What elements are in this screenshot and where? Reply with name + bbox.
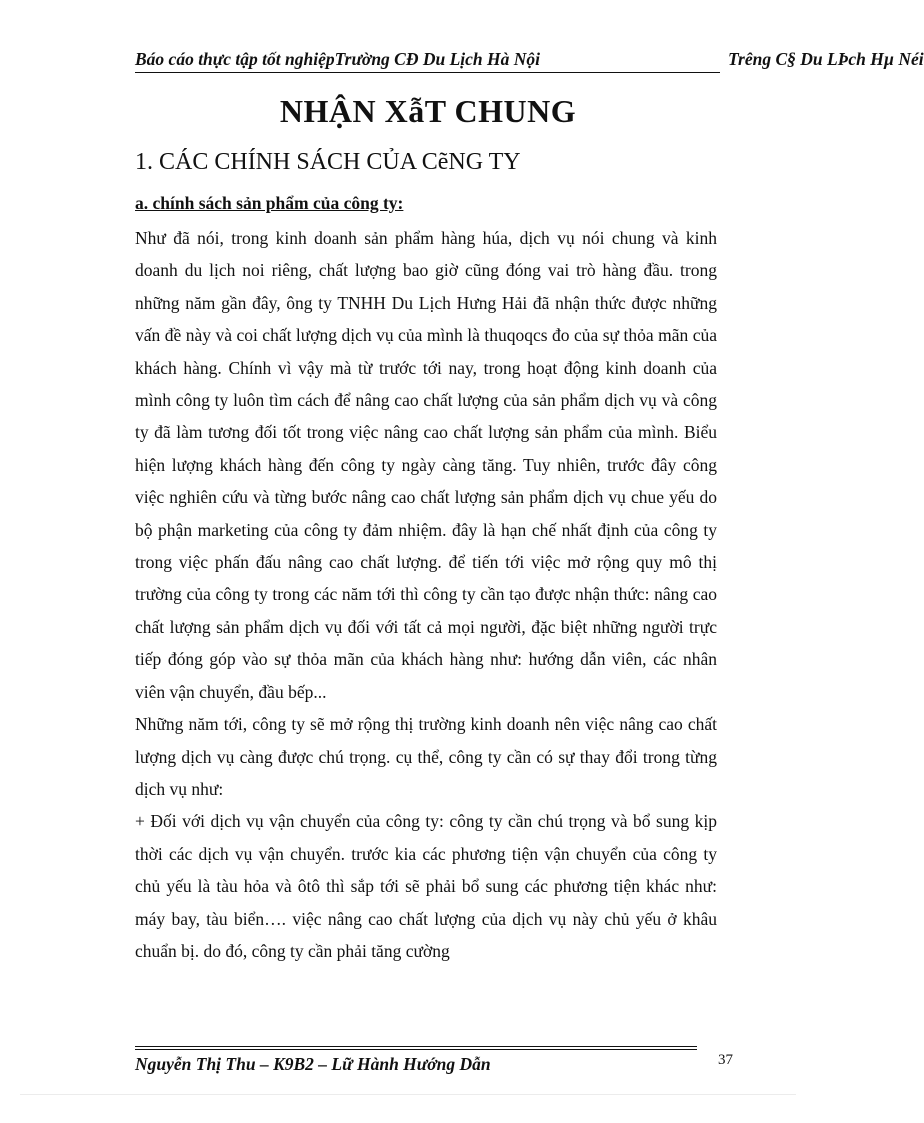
- body-text: [135, 222, 717, 967]
- paragraph: Những năm tới, công ty sẽ mở rộng thị trường kinh doanh nên việc nâng cao chất lượng dịch vụ càng được chú trọng. cụ thể, công ty cần có sự thay đổi trong từng dịch vụ như:: [135, 714, 717, 799]
- paragraph: Như đã nói, trong kinh doanh sản phẩm hàng húa, dịch vụ nói chung và kinh doanh du lịch noi riêng, chất lượng bao giờ cũng đóng vai trò hàng đầu. trong những năm gần đây, ông ty TNHH Du Lịch Hưng Hải đã nhận thức được những vấn đề này và coi chất lượng dịch vụ của mình là thuqoqcs đo của sự thỏa mãn của khách hàng. Chính vì vậy mà từ trước tới nay, trong hoạt động kinh doanh của mình công ty luôn tìm cách để nâng cao chất lượng của sản phẩm dịch vụ và công ty đã làm tương đối tốt trong việc nâng cao chất lượng sản phẩm của mình. Biểu hiện lượng khách hàng đến công ty ngày càng tăng. Tuy nhiên, trước đây công việc nghiên cứu và từng bước nâng cao chất lượng sản phẩm dịch vụ chue yếu do bộ phận marketing của công ty đảm nhiệm. đây là hạn chế nhất định của công ty trong việc phấn đấu nâng cao chất lượng. để tiến tới việc mở rộng quy mô thị trường của công ty trong các năm tới thì công ty cần tạo được nhận thức: nâng cao chất lượng sản phẩm dịch vụ đối với tất cả mọi người, đặc biệt những người trực tiếp đóng góp vào sự thỏa mãn của khách hàng như: hướng dẫn viên, các nhân viên vận chuyển, đầu bếp...: [135, 228, 717, 702]
- section-heading: 1. CÁC CHÍNH SÁCH CỦA CẽNG TY: [135, 149, 521, 175]
- footer-rule: [135, 1046, 697, 1047]
- header-right-text: Trêng C§ Du LÞch Hµ Néi: [728, 49, 924, 69]
- footer-rule: [135, 1049, 697, 1050]
- header-rule: [135, 72, 720, 73]
- page-number: 37: [718, 1052, 733, 1068]
- page-title: NHẬN XẫT CHUNG: [279, 93, 577, 129]
- footer-author: Nguyễn Thị Thu – K9B2 – Lữ Hành Hướng Dẫn: [135, 1054, 491, 1074]
- subsection-heading: a. chính sách sản phẩm của công ty:: [135, 193, 404, 213]
- paragraph: + Đối với dịch vụ vận chuyển của công ty: công ty cần chú trọng và bổ sung kịp thời các dịch vụ vận chuyển. trước kia các phương tiện vận chuyển của công ty chủ yếu là tàu hỏa và ôtô thì sắp tới sẽ phải bổ sung các phương tiện khác như: máy bay, tàu biển…. việc nâng cao chất lượng của dịch vụ này chủ yếu ở khâu chuẩn bị. do đó, công ty cần phải tăng cường: [135, 811, 717, 961]
- header-left-text: Báo cáo thực tập tốt nghiệpTrường CĐ Du Lịch Hà Nội: [135, 49, 541, 69]
- page-edge-divider: [20, 1094, 796, 1095]
